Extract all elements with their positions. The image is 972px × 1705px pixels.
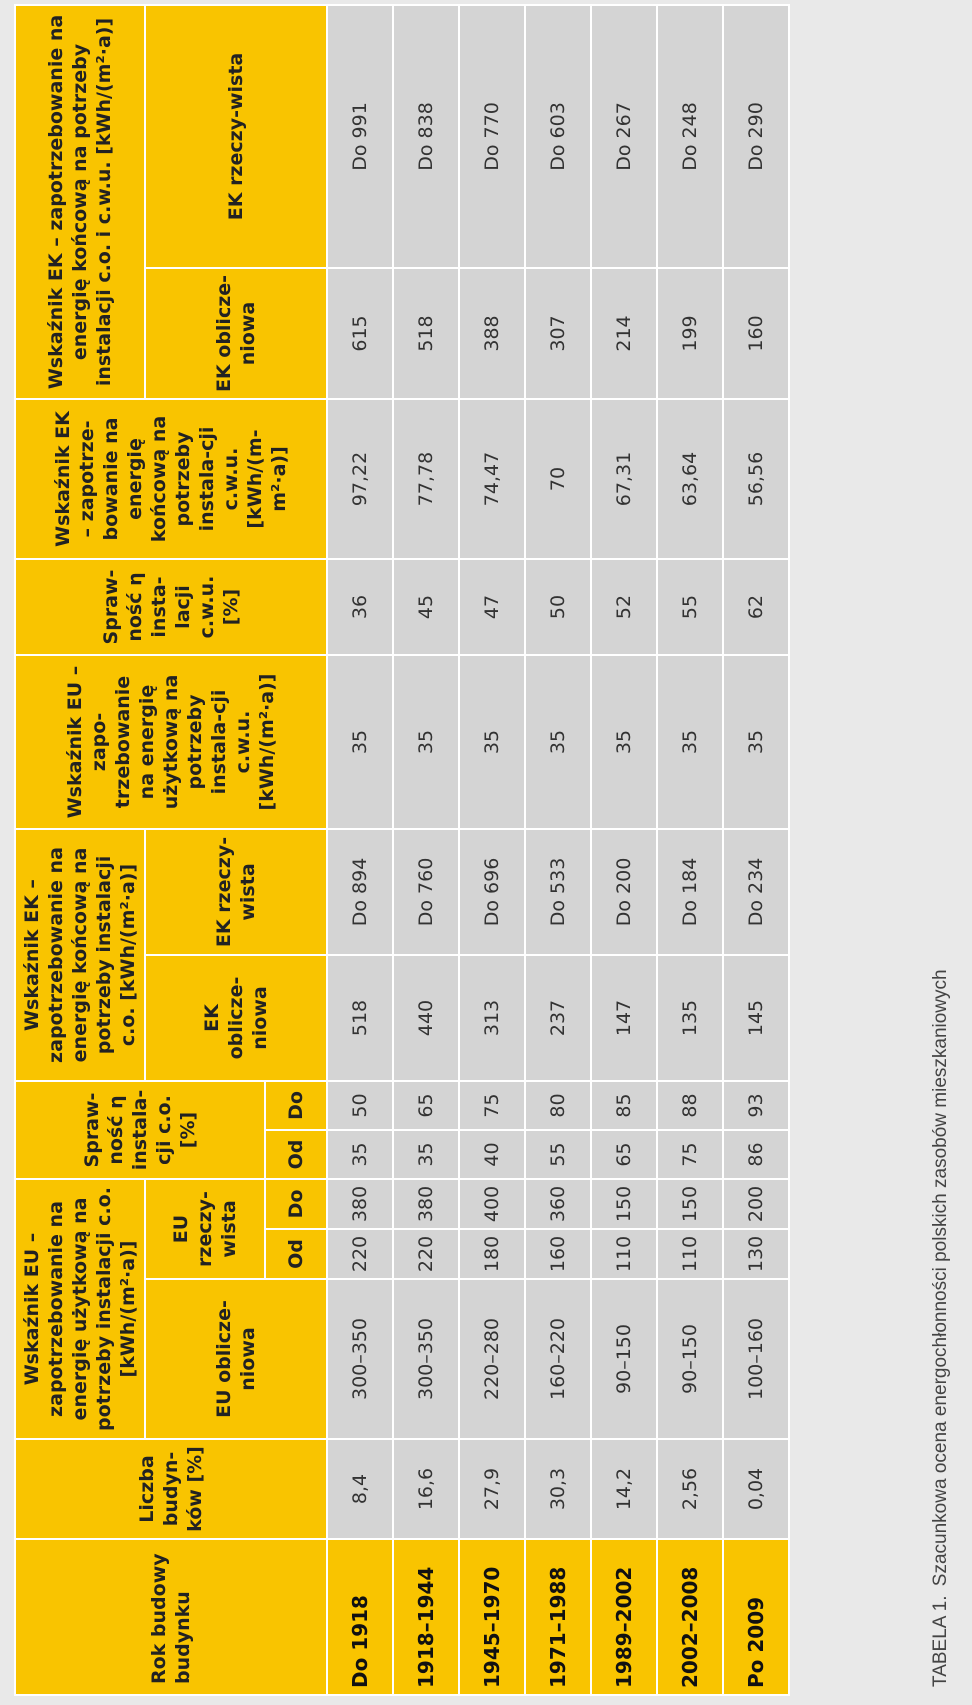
- table-cell: 77,78: [393, 399, 459, 559]
- table-cell: Do 838: [393, 5, 459, 268]
- header-eu-co: Wskaźnik EU – zapotrzebowanie na energię użytkową na potrzeby instalacji c.o. [kWh/(m²·a)]: [15, 1179, 145, 1439]
- table-body: [327, 5, 789, 1695]
- table-cell: 47: [459, 559, 525, 655]
- table-cell: 380: [393, 1179, 459, 1229]
- table-cell: 80: [525, 1081, 591, 1130]
- table-row: [723, 5, 789, 1695]
- table-cell: 2,56: [657, 1439, 723, 1539]
- table-cell: 86: [723, 1130, 789, 1179]
- table-cell: Do 991: [327, 5, 393, 268]
- table-cell: 27,9: [459, 1439, 525, 1539]
- table-cell: 35: [591, 655, 657, 829]
- table-row: [525, 5, 591, 1695]
- table-cell: Do 603: [525, 5, 591, 268]
- table-cell-year: Do 1918: [327, 1539, 393, 1695]
- table-cell: Do 248: [657, 5, 723, 268]
- header-eu-cwu: Wskaźnik EU – zapo-trzebowanie na energię użytkową na potrzeby instala-cji c.w.u. [kWh/(m²·a)]: [15, 655, 327, 829]
- table-cell: 45: [393, 559, 459, 655]
- table-cell: 35: [657, 655, 723, 829]
- table-cell: 35: [723, 655, 789, 829]
- table-cell: 30,3: [525, 1439, 591, 1539]
- table-cell: 214: [591, 268, 657, 399]
- table-cell: 75: [657, 1130, 723, 1179]
- table-cell: 160: [723, 268, 789, 399]
- table-cell: 440: [393, 955, 459, 1081]
- table-cell-year: 2002–2008: [657, 1539, 723, 1695]
- table-cell: 100–160: [723, 1279, 789, 1439]
- table-cell: 380: [327, 1179, 393, 1229]
- table-cell: 40: [459, 1130, 525, 1179]
- header-ek-co-calculated: EK oblicze-niowa: [145, 955, 327, 1081]
- table-cell: 35: [525, 655, 591, 829]
- table-cell: 63,64: [657, 399, 723, 559]
- table-cell: 307: [525, 268, 591, 399]
- table-cell: Do 184: [657, 829, 723, 955]
- table-row: [393, 5, 459, 1695]
- table-cell: 388: [459, 268, 525, 399]
- header-ek-co-real: EK rzeczy-wista: [145, 829, 327, 955]
- table-cell: 52: [591, 559, 657, 655]
- table-cell-year: 1945–1970: [459, 1539, 525, 1695]
- table-cell: 36: [327, 559, 393, 655]
- header-building-share: Liczba budyn-ków [%]: [15, 1439, 327, 1539]
- table-cell: 135: [657, 955, 723, 1081]
- header-ek-total-calculated: EK oblicze-niowa: [145, 268, 327, 399]
- table-cell: 130: [723, 1229, 789, 1279]
- header-efficiency-cwu: Spraw-ność η insta-lacji c.w.u. [%]: [15, 559, 327, 655]
- table-cell: 67,31: [591, 399, 657, 559]
- table-cell: 150: [657, 1179, 723, 1229]
- table-cell: 200: [723, 1179, 789, 1229]
- table-cell: 50: [327, 1081, 393, 1130]
- table-cell: Do 267: [591, 5, 657, 268]
- table-cell: 55: [657, 559, 723, 655]
- table-row: [459, 5, 525, 1695]
- table-cell-year: 1971–1988: [525, 1539, 591, 1695]
- header-ek-total-real: EK rzeczy-wista: [145, 5, 327, 268]
- table-cell: 74,47: [459, 399, 525, 559]
- table-cell: 518: [393, 268, 459, 399]
- table-cell: 313: [459, 955, 525, 1081]
- table-cell: Do 770: [459, 5, 525, 268]
- table-cell: 35: [459, 655, 525, 829]
- table-cell: 90–150: [657, 1279, 723, 1439]
- table-cell: 65: [393, 1081, 459, 1130]
- table-cell: Do 760: [393, 829, 459, 955]
- table-cell: 97,22: [327, 399, 393, 559]
- table-cell: 16,6: [393, 1439, 459, 1539]
- table-cell: 400: [459, 1179, 525, 1229]
- table-cell: 220: [327, 1229, 393, 1279]
- header-eu-real-from: Od: [265, 1229, 327, 1279]
- table-cell: 62: [723, 559, 789, 655]
- table-cell: 518: [327, 955, 393, 1081]
- table-cell: 75: [459, 1081, 525, 1130]
- table-row: [591, 5, 657, 1695]
- energy-table: [14, 4, 790, 1696]
- table-cell: 90–150: [591, 1279, 657, 1439]
- table-cell: Do 533: [525, 829, 591, 955]
- table-cell: 55: [525, 1130, 591, 1179]
- table-cell: 70: [525, 399, 591, 559]
- table-cell: 35: [327, 1130, 393, 1179]
- header-eu-co-real: EU rzeczy-wista: [145, 1179, 265, 1279]
- table-cell: 160: [525, 1229, 591, 1279]
- table-cell: 160–220: [525, 1279, 591, 1439]
- table-cell: Do 894: [327, 829, 393, 955]
- table-cell: 8,4: [327, 1439, 393, 1539]
- table-caption: [930, 969, 952, 1687]
- table-cell: 14,2: [591, 1439, 657, 1539]
- table-cell: 145: [723, 955, 789, 1081]
- header-efficiency-to: Do: [265, 1081, 327, 1130]
- table-cell: 199: [657, 268, 723, 399]
- table-row: [657, 5, 723, 1695]
- header-year: Rok budowy budynku: [15, 1539, 327, 1695]
- table-cell-year: 1989–2002: [591, 1539, 657, 1695]
- table-row: [327, 5, 393, 1695]
- table-cell: 180: [459, 1229, 525, 1279]
- table-cell: 85: [591, 1081, 657, 1130]
- table-cell: 147: [591, 955, 657, 1081]
- table-cell: 35: [393, 1130, 459, 1179]
- table-cell: 237: [525, 955, 591, 1081]
- table-cell-year: Po 2009: [723, 1539, 789, 1695]
- table-cell: 110: [591, 1229, 657, 1279]
- table-cell: 56,56: [723, 399, 789, 559]
- header-ek-cwu: Wskaźnik EK – zapotrze-bowanie na energię końcową na potrzeby instala-cji c.w.u. [kWh/(m-m²·a)]: [15, 399, 327, 559]
- table-cell-year: 1918–1944: [393, 1539, 459, 1695]
- header-eu-co-calculated: EU oblicze-niowa: [145, 1279, 327, 1439]
- table-cell: 615: [327, 268, 393, 399]
- table-cell: 150: [591, 1179, 657, 1229]
- caption-text: Szacunkowa ocena energochłonności polskich zasobów mieszkaniowych: [930, 969, 951, 1587]
- table-cell: Do 696: [459, 829, 525, 955]
- header-ek-co: Wskaźnik EK – zapotrzebowanie na energię końcową na potrzeby instalacji c.o. [kWh/(m²·a)]: [15, 829, 145, 1081]
- table-cell: 88: [657, 1081, 723, 1130]
- table-cell: 300–350: [393, 1279, 459, 1439]
- table-cell: Do 200: [591, 829, 657, 955]
- table-cell: 93: [723, 1081, 789, 1130]
- table-cell: 220–280: [459, 1279, 525, 1439]
- table-cell: 300–350: [327, 1279, 393, 1439]
- table-cell: 360: [525, 1179, 591, 1229]
- header-eu-real-to: Do: [265, 1179, 327, 1229]
- table-cell: 110: [657, 1229, 723, 1279]
- header-efficiency-co: Spraw-ność η instala-cji c.o. [%]: [15, 1081, 265, 1179]
- table-cell: 0,04: [723, 1439, 789, 1539]
- table-cell: Do 234: [723, 829, 789, 955]
- caption-label: TABELA 1.: [930, 1595, 951, 1687]
- table-cell: 35: [393, 655, 459, 829]
- table-cell: 35: [327, 655, 393, 829]
- table-cell: 50: [525, 559, 591, 655]
- header-efficiency-from: Od: [265, 1130, 327, 1179]
- header-ek-total: Wskaźnik EK – zapotrzebowanie na energię końcową na potrzeby instalacji c.o. i c.w.u. [kWh/(m²·a)]: [15, 5, 145, 399]
- table-cell: 65: [591, 1130, 657, 1179]
- table-cell: Do 290: [723, 5, 789, 268]
- table-cell: 220: [393, 1229, 459, 1279]
